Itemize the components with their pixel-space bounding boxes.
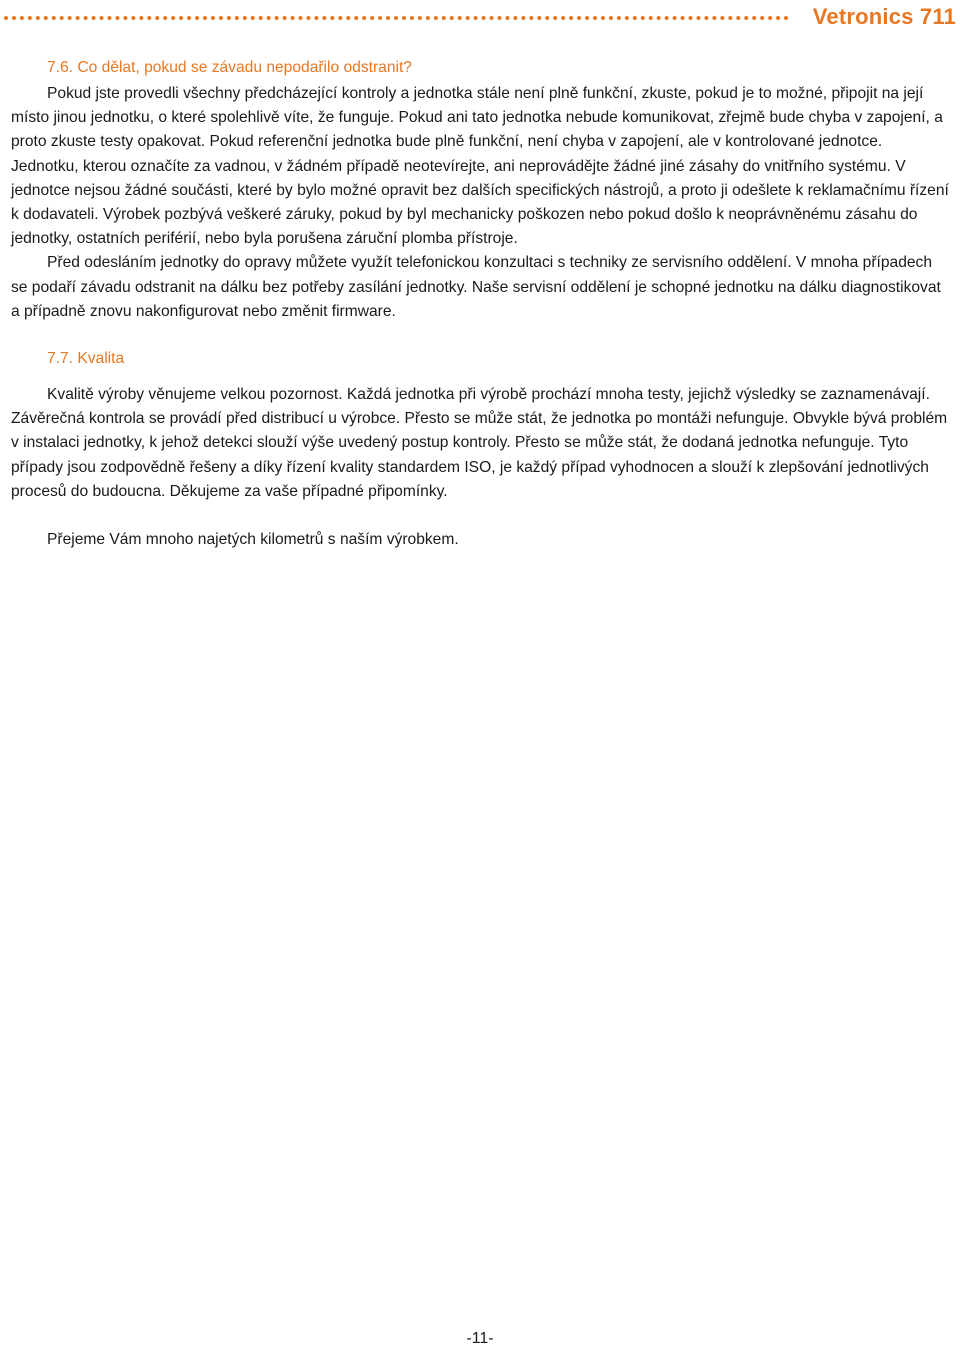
closing-sentence: Přejeme Vám mnoho najetých kilometrů s naším výrobkem. xyxy=(47,531,459,549)
document-title: Vetronics 711 xyxy=(812,4,956,29)
section-heading-7-7: 7.7. Kvalita xyxy=(47,350,125,368)
section-heading-7-6: 7.6. Co dělat, pokud se závadu nepodařilo odstranit? xyxy=(47,59,412,76)
page-number: -11- xyxy=(466,1330,494,1347)
header-dotted-rule xyxy=(4,16,789,20)
page-content xyxy=(11,56,951,552)
section-7-6-paragraph-1: Pokud jste provedli všechny předcházející kontroly a jednotka stále není plně funkční, zkuste, pokud je to možné, připojit na její místo jinou jednotku, o které spolehlivě víte, že funguje. Pokud ani tato jednotka nebude komunikovat, zřejmě bude chyba v zapojení, a proto zkuste testy opakovat. Pokud referenční jednotka bude plně funkční, není chyba v zapojení, ale v kontrolované jednotce. Jednotku, kterou označíte za vadnou, v žádném případě neotevírejte, ani neprovádějte žádné jiné zásahy do vnitřního systému. V jednotce nejsou žádné součásti, které by bylo možné opravit bez dalších specifických nástrojů, a proto ji odešlete k reklamačnímu řízení k dodavateli. Výrobek pozbývá veškeré záruky, pokud by byl mechanicky poškozen nebo pokud došlo k neoprávněnému zásahu do jednotky, ostatních periférií, nebo byla porušena záruční plomba přístroje. xyxy=(11,85,949,248)
page-header xyxy=(0,0,960,34)
section-7-6-paragraph-2: Před odesláním jednotky do opravy můžete využít telefonickou konzultaci s techniky ze servisního oddělení. V mnoha případech se podaří závadu odstranit na dálku bez potřeby zasílání jednotky. Naše servisní oddělení je schopné jednotku na dálku diagnostikovat a případně znovu nakonfigurovat nebo změnit firmware. xyxy=(11,254,941,320)
section-7-7-paragraph-1: Kvalitě výroby věnujeme velkou pozornost. Každá jednotka při výrobě prochází mnoha testy, jejichž výsledky se zaznamenávají. Závěrečná kontrola se provádí před distribucí u výrobce. Přesto se může stát, že jednotka po montáži nefunguje. Obvykle bývá problém v instalaci jednotky, k jehož detekci slouží výše uvedený postup kontroly. Přesto se může stát, že dodaná jednotka nefunguje. Tyto případy jsou zodpovědně řešeny a díky řízení kvality standardem ISO, je každý případ vyhodnocen a slouží k zlepšování jednotlivých procesů do budoucna. Děkujeme za vaše případné připomínky. xyxy=(11,386,948,500)
